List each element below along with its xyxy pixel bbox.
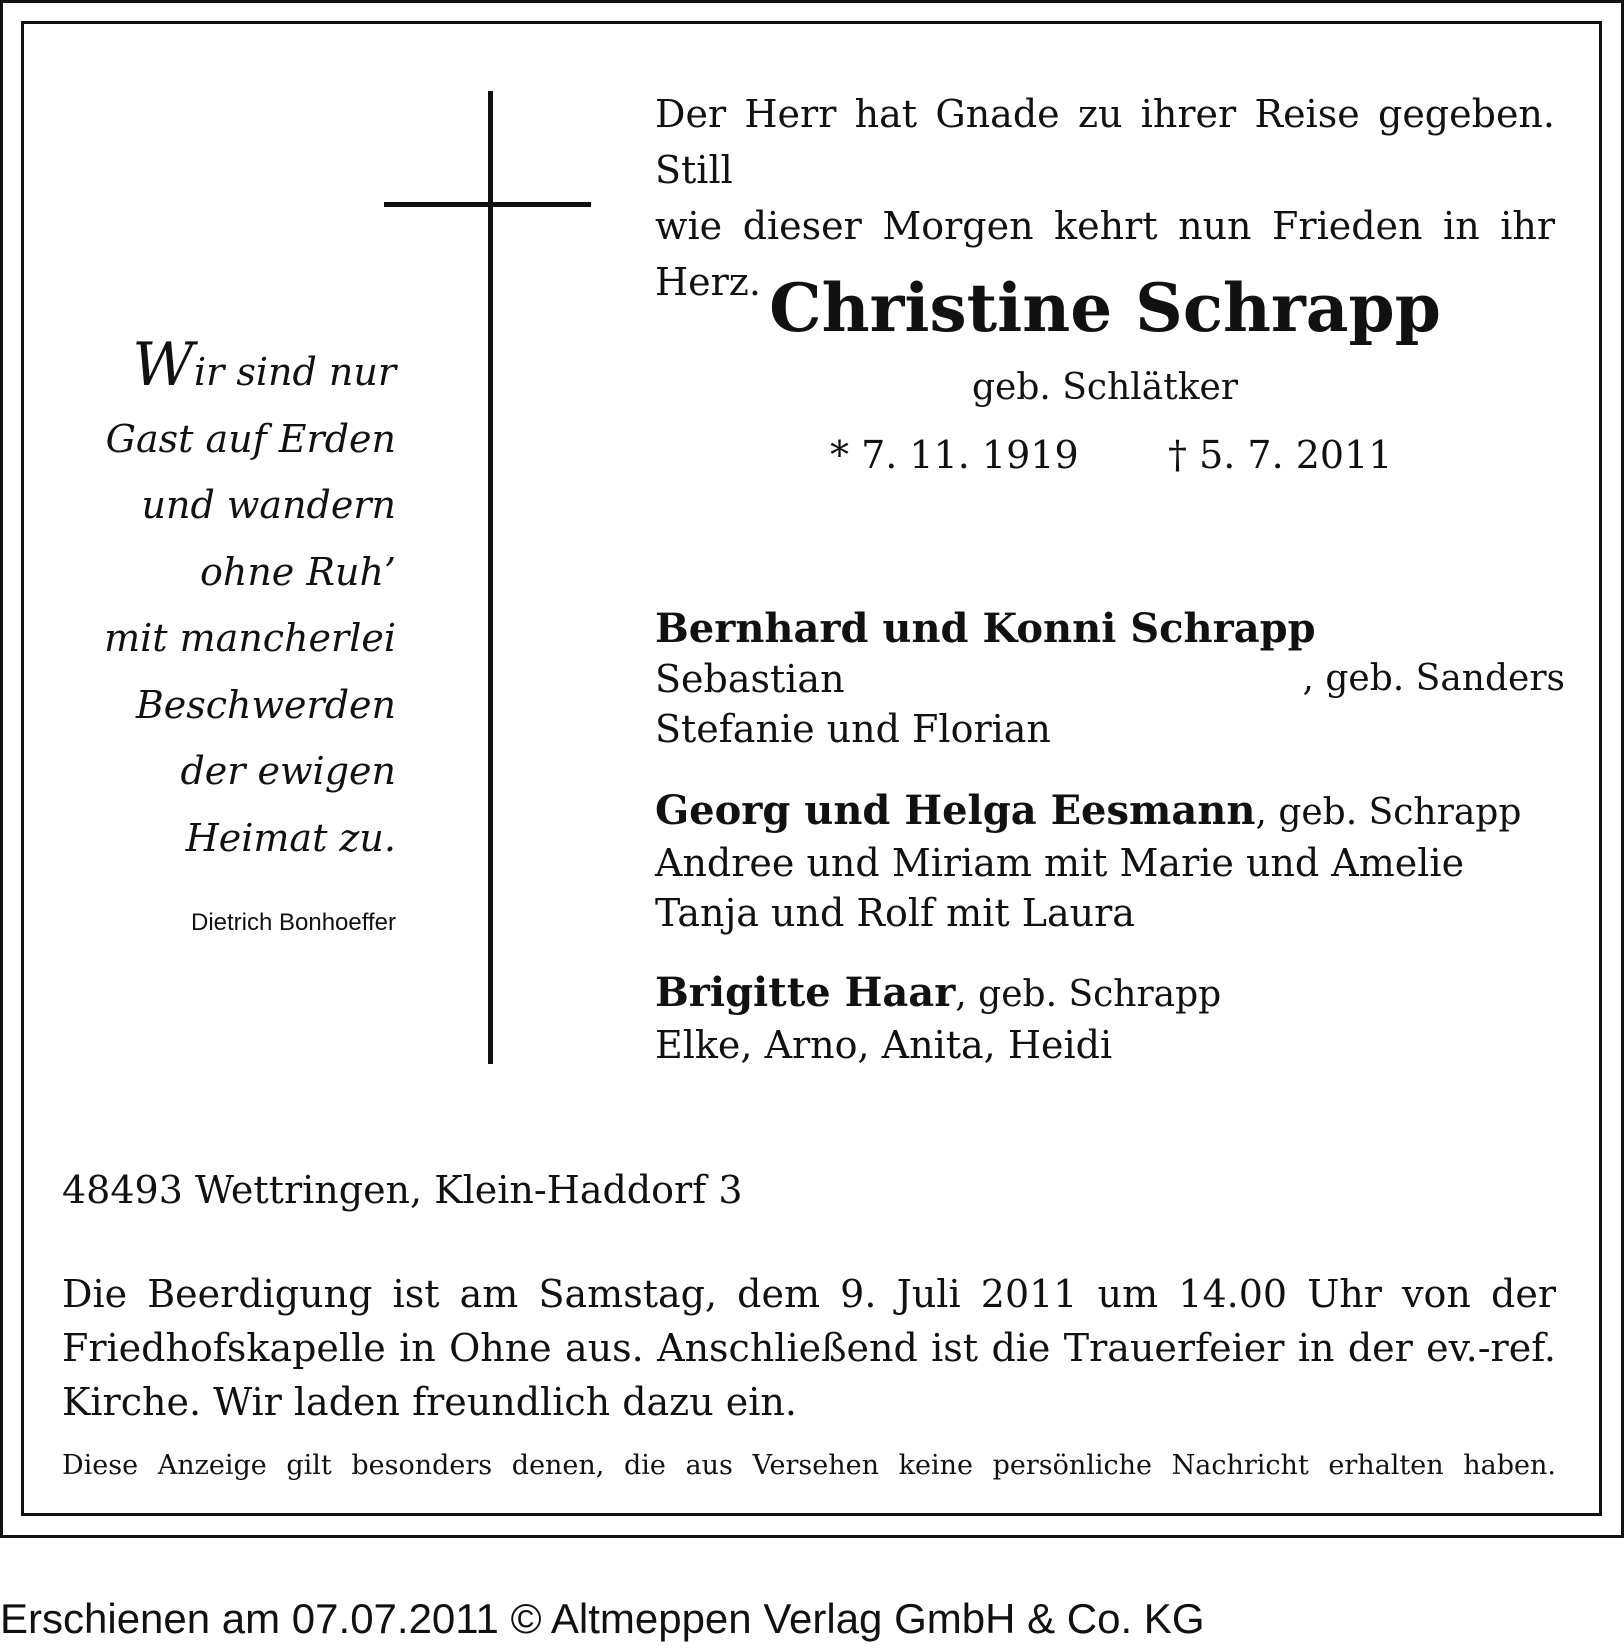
motto-line-2: wie dieser Morgen kehrt nun Frieden in ihr Herz. [655,204,1555,304]
notice-text: Diese Anzeige gilt besonders denen, die aus Versehen keine persönliche Nachricht erhalten haben. [62,1450,1556,1481]
poem-line: Gast auf Erden [105,416,396,461]
poem-line: mit mancherlei [104,616,396,660]
family-name: Brigitte Haar [655,969,956,1016]
poem-line: Heimat zu. [185,815,396,860]
poem-author: Dietrich Bonhoeffer [190,909,396,936]
family-name: Georg und Helga Eesmann [655,787,1256,834]
poem-initial: W [132,330,194,400]
birth-date: * 7. 11. 1919 [830,433,1079,477]
poem-line: der ewigen [180,749,396,793]
family-member: Andree und Miriam mit Marie und Amelie [655,841,1465,885]
family-birth-name: , geb. Schrapp [1255,792,1522,833]
funeral-details: Die Beerdigung ist am Samstag, dem 9. Juli 2011 um 14.00 Uhr von der Friedhofskapelle in Ohne aus. Anschließend ist die Trauerfeier in der ev.-ref. Kirche. Wir laden freundlich dazu ein. [62,1272,1556,1424]
poem-line: ohne Ruh’ [199,549,396,594]
family-heading [655,968,1565,1020]
deceased-name: Christine Schrapp [769,269,1441,347]
family-group [655,968,1565,1070]
cross-horizontal-bar [384,202,591,207]
poem-line-1 [60,332,396,406]
cross-vertical-bar [488,91,493,1064]
address: 48493 Wettringen, Klein-Haddorf 3 [62,1168,743,1212]
poem-line: und wandern [141,483,396,527]
poem-line-1-text: ir sind nur [193,350,396,394]
poem [60,332,396,871]
family-name: Bernhard und Konni Schrapp [655,605,1316,652]
family-member: Stefanie und Florian [655,707,1051,751]
family-birth-name: , geb. Sanders [1302,658,1565,699]
family-member: Tanja und Rolf mit Laura [655,891,1135,935]
deceased-birth-name: geb. Schlätker [971,367,1239,408]
family-member: Sebastian [655,657,845,701]
death-date: † 5. 7. 2011 [1168,433,1393,477]
family-heading [655,786,1565,838]
family-birth-name: , geb. Schrapp [955,974,1222,1015]
family-member: Elke, Arno, Anita, Heidi [655,1023,1113,1067]
family-group [655,786,1565,938]
poem-line: Beschwerden [135,682,396,727]
publication-footer: Erschienen am 07.07.2011 © Altmeppen Verlag GmbH & Co. KG [0,1595,1205,1642]
family-group [655,604,1565,754]
motto-line-1: Der Herr hat Gnade zu ihrer Reise gegeben. Still [655,92,1555,192]
